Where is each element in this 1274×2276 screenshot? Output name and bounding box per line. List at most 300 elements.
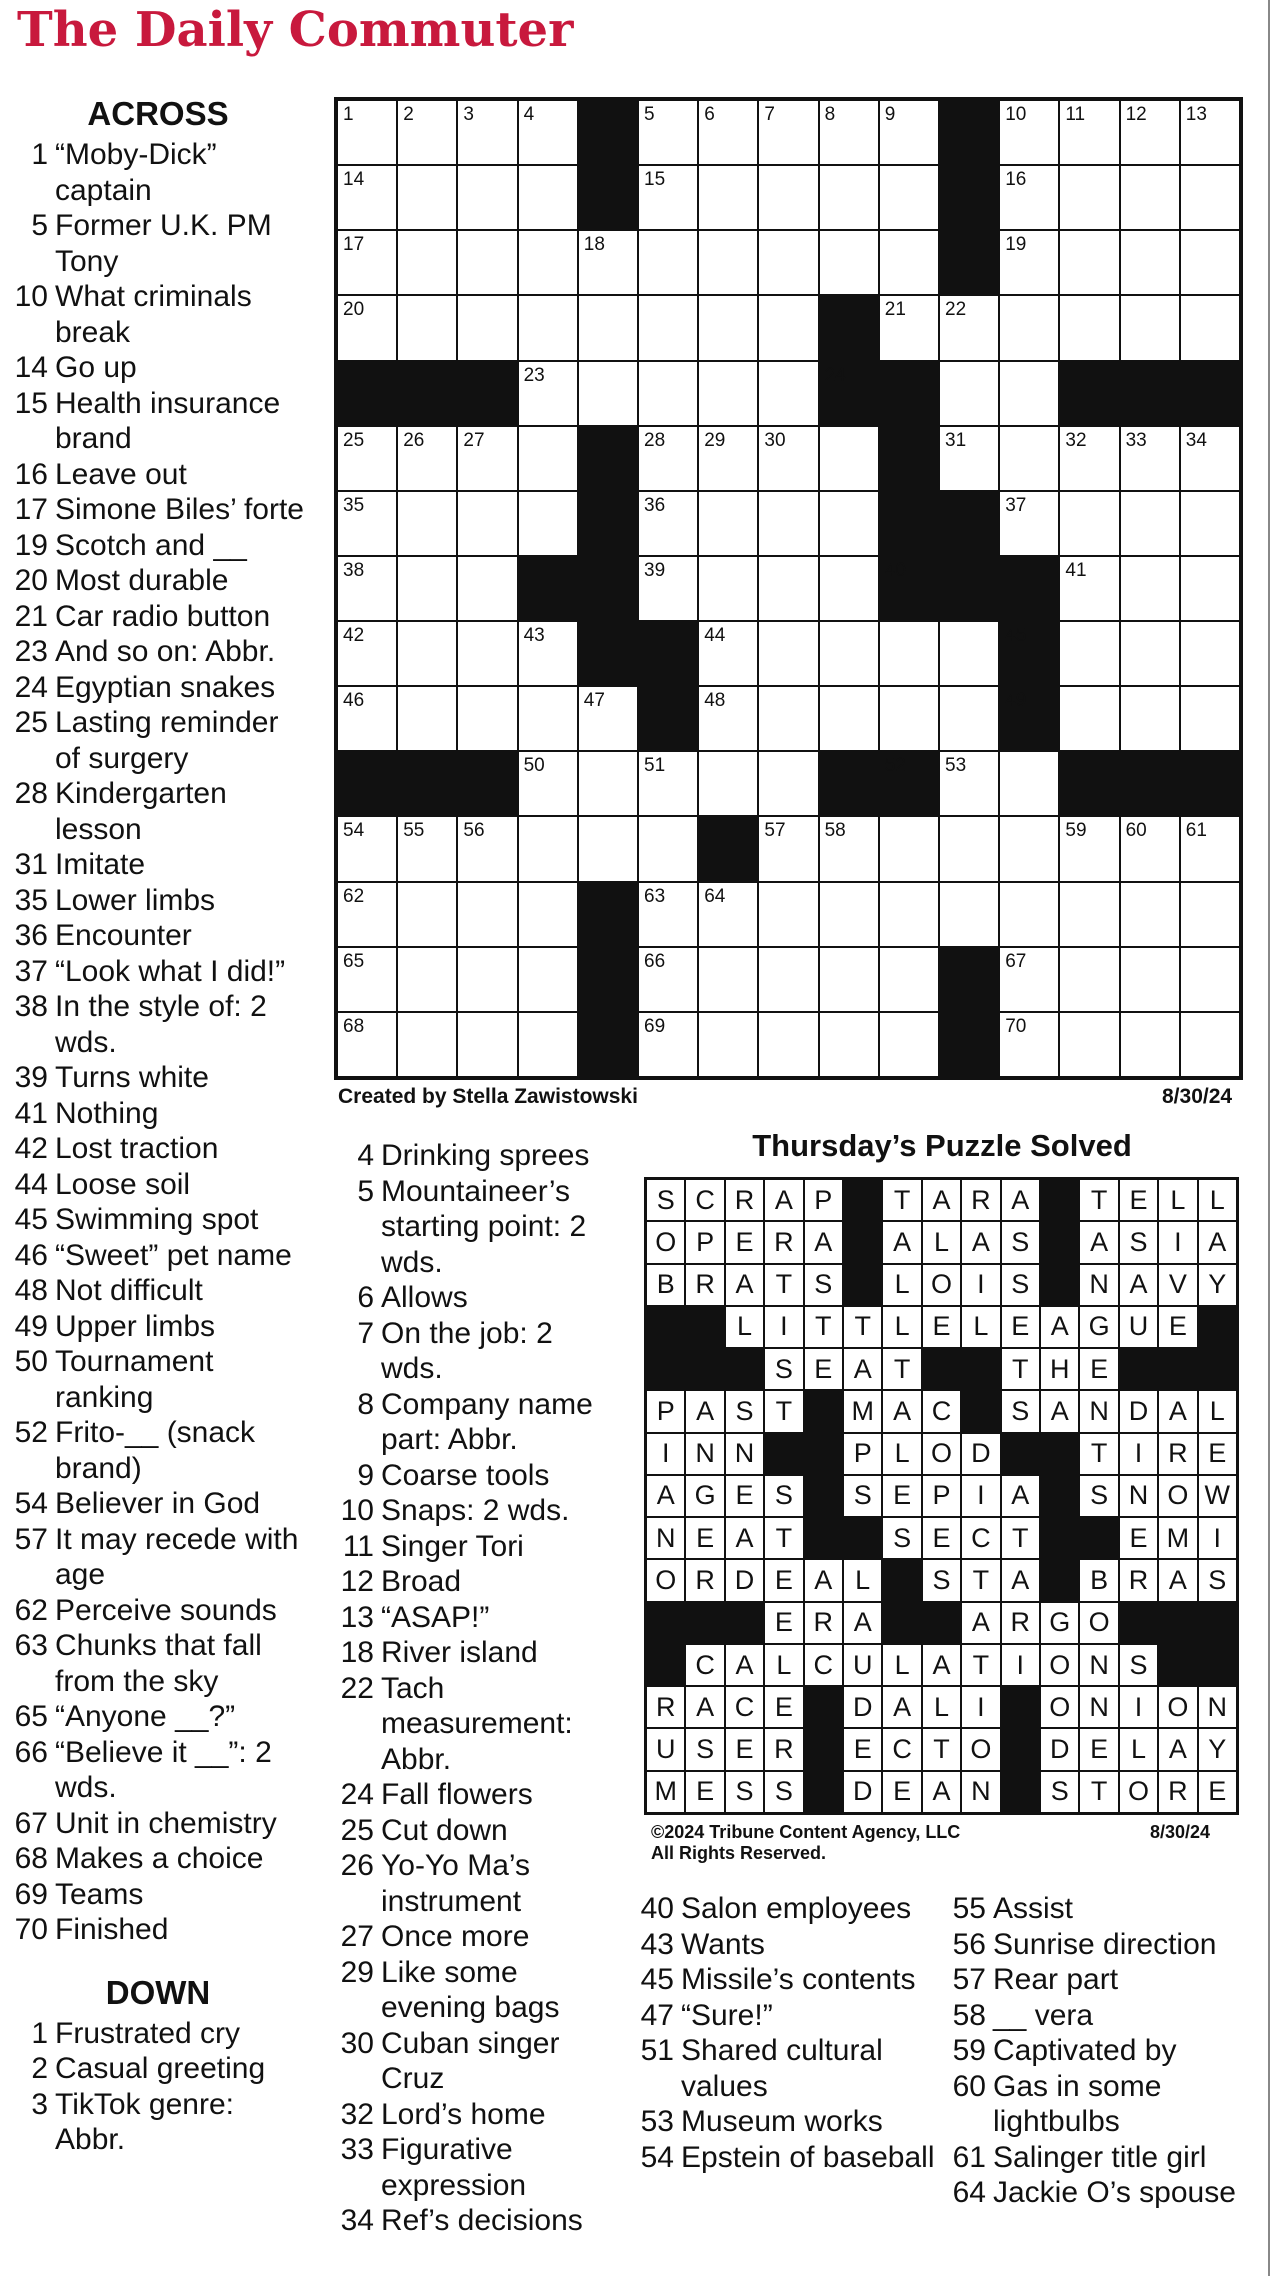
- solution-letter: R: [765, 1729, 802, 1769]
- clue-number: 5: [31, 209, 48, 242]
- solution-black-square: [844, 1222, 881, 1262]
- solution-letter: O: [1120, 1772, 1157, 1812]
- clue: [334, 1600, 606, 1636]
- solution-grid: [644, 1177, 1239, 1815]
- clue: [8, 1841, 308, 1877]
- solution-title: Thursday’s Puzzle Solved: [752, 1128, 1132, 1163]
- clue-text: River island: [381, 1636, 538, 1669]
- solution-letter: S: [726, 1772, 763, 1812]
- grid-cell: [880, 296, 938, 359]
- clue: [8, 634, 308, 670]
- clue-text: It may recede with age: [55, 1522, 299, 1591]
- solution-black-square: [1002, 1729, 1039, 1769]
- clue-number: 62: [14, 1593, 48, 1627]
- cell-number: 70: [1005, 1015, 1027, 1037]
- solution-letter: B: [1080, 1560, 1117, 1600]
- clue: [8, 528, 308, 564]
- grid-cell: [699, 883, 757, 946]
- clue-number: 30: [340, 2026, 374, 2060]
- grid-cell: [1181, 622, 1239, 685]
- solution-letter: C: [805, 1645, 842, 1685]
- solution-letter: S: [765, 1772, 802, 1812]
- clue-number: 23: [14, 635, 48, 668]
- clue-text: Upper limbs: [55, 1309, 216, 1343]
- grid-cell: [1000, 883, 1058, 946]
- clue-text: Wants: [681, 1927, 765, 1961]
- black-square: [579, 101, 637, 164]
- clue-number: 57: [952, 1963, 986, 1996]
- solution-letter: N: [686, 1434, 723, 1474]
- solution-black-square: [647, 1645, 684, 1685]
- clue-text: Shared cultural values: [681, 2034, 883, 2103]
- solution-letter: E: [923, 1307, 960, 1347]
- clue-text: Missile’s contents: [681, 1963, 916, 1996]
- grid-cell: [880, 622, 938, 685]
- black-square: [398, 752, 456, 815]
- grid-cell: [880, 687, 938, 750]
- clue-number: 45: [640, 1963, 674, 1996]
- solution-black-square: [647, 1307, 684, 1347]
- clue: [946, 2140, 1266, 2176]
- clue-text: Frito-__ (snack brand): [55, 1416, 256, 1485]
- solution-letter: T: [844, 1307, 881, 1347]
- grid-cell: [1060, 166, 1118, 229]
- solution-black-square: [686, 1603, 723, 1643]
- clue-text: Broad: [381, 1565, 462, 1598]
- clue: [334, 1174, 606, 1281]
- clue: [8, 137, 308, 208]
- grid-cell: [639, 231, 697, 294]
- grid-cell: [699, 296, 757, 359]
- solution-letter: I: [1120, 1434, 1157, 1474]
- clue-text: __ vera: [993, 1998, 1094, 2032]
- grid-cell: [1060, 101, 1118, 164]
- cell-number: 44: [704, 625, 726, 647]
- clue: [8, 1486, 308, 1522]
- clue-number: 28: [14, 777, 48, 810]
- grid-cell: [820, 231, 878, 294]
- clue-number: 12: [340, 1565, 374, 1598]
- solution-letter: D: [1041, 1729, 1078, 1769]
- clue: [634, 1891, 944, 1927]
- cell-number: 28: [644, 429, 666, 451]
- clue: [8, 1202, 308, 1238]
- clue: [334, 1458, 606, 1494]
- grid-cell: [1121, 296, 1179, 359]
- clue-text: “Anyone __?”: [55, 1700, 236, 1733]
- grid-cell: [519, 101, 577, 164]
- clue-text: Nothing: [55, 1096, 159, 1130]
- solution-letter: S: [805, 1265, 842, 1305]
- clue-text: Captivated by: [993, 2034, 1177, 2067]
- grid-cell: [579, 231, 637, 294]
- solution-letter: O: [1080, 1603, 1117, 1643]
- solution-letter: E: [726, 1729, 763, 1769]
- solution-letter: R: [686, 1560, 723, 1600]
- clue-text: “ASAP!”: [381, 1600, 490, 1634]
- clue-number: 9: [357, 1458, 374, 1492]
- clue-number: 2: [31, 2052, 48, 2085]
- solution-letter: L: [883, 1307, 920, 1347]
- clue-number: 37: [14, 954, 48, 988]
- solution-black-square: [1002, 1772, 1039, 1812]
- solution-letter: S: [1199, 1560, 1236, 1600]
- grid-cell: [639, 101, 697, 164]
- clue-text: Salon employees: [681, 1892, 912, 1925]
- black-square: [940, 557, 998, 620]
- solution-letter: D: [726, 1560, 763, 1600]
- clue-text: “Look what I did!”: [55, 954, 286, 988]
- grid-cell: [639, 817, 697, 880]
- solution-letter: C: [686, 1645, 723, 1685]
- clue: [8, 883, 308, 919]
- cell-number: 61: [1185, 820, 1207, 842]
- grid-cell: [880, 948, 938, 1011]
- solution-black-square: [1159, 1349, 1196, 1389]
- clue: [8, 599, 308, 635]
- solution-letter: A: [844, 1603, 881, 1643]
- black-square: [639, 622, 697, 685]
- grid-cell: [1121, 166, 1179, 229]
- grid-cell: [519, 166, 577, 229]
- clue: [8, 386, 308, 457]
- solution-letter: N: [1120, 1476, 1157, 1516]
- across-clues: [8, 95, 308, 2158]
- cell-number: 13: [1185, 104, 1207, 125]
- grid-cell: [338, 1013, 396, 1076]
- grid-cell: [1060, 883, 1118, 946]
- solution-letter: A: [962, 1603, 999, 1643]
- solution-black-square: [805, 1772, 842, 1812]
- grid-cell: [1121, 1013, 1179, 1076]
- clue-number: 38: [14, 990, 48, 1023]
- solution-letter: L: [923, 1222, 960, 1262]
- clue-number: 18: [340, 1636, 374, 1669]
- solution-black-square: [1041, 1180, 1078, 1220]
- clue-text: Frustrated cry: [55, 2016, 241, 2050]
- grid-cell: [1000, 101, 1058, 164]
- solution-black-square: [647, 1603, 684, 1643]
- grid-cell: [338, 101, 396, 164]
- cell-number: 35: [343, 494, 365, 516]
- grid-cell: [519, 752, 577, 815]
- solution-black-square: [1041, 1476, 1078, 1516]
- clue-text: Lord’s home: [381, 2097, 546, 2131]
- grid-cell: [338, 557, 396, 620]
- solution-letter: U: [1120, 1307, 1157, 1347]
- grid-cell: [519, 231, 577, 294]
- clue: [8, 279, 308, 350]
- clue: [8, 1273, 308, 1309]
- solution-letter: E: [765, 1603, 802, 1643]
- clue: [946, 1927, 1266, 1963]
- solution-letter: A: [962, 1222, 999, 1262]
- grid-cell: [1181, 492, 1239, 555]
- solution-letter: T: [1080, 1772, 1117, 1812]
- grid-cell: [519, 883, 577, 946]
- clue-number: 52: [14, 1416, 48, 1449]
- cell-number: 27: [463, 429, 485, 451]
- grid-cell: [1181, 166, 1239, 229]
- cell-number: 42: [343, 625, 365, 647]
- grid-cell: [880, 101, 938, 164]
- grid-cell: [1121, 817, 1179, 880]
- grid-cell: [880, 817, 938, 880]
- black-square: [880, 362, 938, 425]
- grid-cell: [759, 752, 817, 815]
- clue-text: Tach measurement: Abbr.: [381, 1671, 573, 1776]
- clue-text: In the style of: 2 wds.: [55, 990, 267, 1059]
- solution-letter: S: [844, 1476, 881, 1516]
- solution-letter: P: [923, 1476, 960, 1516]
- grid-cell: [1121, 622, 1179, 685]
- clue: [8, 2087, 308, 2158]
- black-square: [579, 948, 637, 1011]
- grid-cell: [820, 557, 878, 620]
- solution-letter: P: [805, 1180, 842, 1220]
- solution-letter: R: [765, 1222, 802, 1262]
- clue-number: 21: [14, 599, 48, 633]
- cell-number: 64: [704, 885, 726, 907]
- solution-black-square: [1002, 1687, 1039, 1727]
- clue: [8, 954, 308, 990]
- clue: [334, 1529, 606, 1565]
- solution-letter: L: [1159, 1180, 1196, 1220]
- clue-text: Cut down: [381, 1813, 508, 1847]
- grid-cell: [1121, 492, 1179, 555]
- solution-black-square: [1002, 1434, 1039, 1474]
- clue: [634, 2033, 944, 2104]
- grid-cell: [398, 231, 456, 294]
- solution-black-square: [1080, 1518, 1117, 1558]
- clue: [8, 989, 308, 1060]
- solution-letter: T: [883, 1349, 920, 1389]
- clue: [8, 918, 308, 954]
- solution-letter: T: [765, 1518, 802, 1558]
- clue-text: Once more: [381, 1920, 530, 1953]
- cell-number: 41: [1065, 559, 1087, 581]
- cell-number: 14: [343, 169, 365, 191]
- clue: [334, 1138, 606, 1174]
- clue: [946, 1891, 1266, 1927]
- solution-letter: A: [686, 1391, 723, 1431]
- grid-cell: [820, 101, 878, 164]
- solution-black-square: [923, 1603, 960, 1643]
- clue-number: 42: [14, 1132, 48, 1165]
- cell-number: 65: [343, 950, 365, 972]
- clue-text: “Sure!”: [681, 1998, 773, 2032]
- clue: [8, 1096, 308, 1132]
- clue-number: 65: [14, 1700, 48, 1733]
- grid-cell: [1000, 166, 1058, 229]
- clue: [334, 1919, 606, 1955]
- black-square: [699, 817, 757, 880]
- grid-cell: [820, 492, 878, 555]
- cell-number: 15: [644, 169, 666, 191]
- cell-number: 36: [644, 494, 666, 516]
- cell-number: 26: [403, 429, 425, 451]
- cell-number: 50: [523, 755, 545, 777]
- black-square: [880, 557, 938, 620]
- grid-cell: [759, 817, 817, 880]
- clue-number: 33: [340, 2133, 374, 2166]
- grid-cell: [1060, 296, 1118, 359]
- clue-text: Believer in God: [55, 1487, 261, 1520]
- grid-cell: [940, 362, 998, 425]
- solution-letter: O: [962, 1729, 999, 1769]
- solution-letter: I: [962, 1265, 999, 1305]
- cell-number: 31: [945, 429, 967, 451]
- cell-number: 25: [343, 429, 365, 451]
- grid-cell: [639, 883, 697, 946]
- grid-cell: [1000, 492, 1058, 555]
- clue-number: 11: [342, 1529, 374, 1563]
- solution-letter: L: [726, 1307, 763, 1347]
- grid-cell: [820, 622, 878, 685]
- cell-number: 12: [1125, 104, 1147, 125]
- solution-letter: O: [647, 1560, 684, 1600]
- clue: [8, 670, 308, 706]
- clue-number: 26: [340, 1849, 374, 1882]
- clue: [8, 492, 308, 528]
- black-square: [940, 101, 998, 164]
- grid-cell: [759, 1013, 817, 1076]
- clue-number: 27: [340, 1920, 374, 1953]
- clue-text: Company name part: Abbr.: [381, 1387, 593, 1456]
- clue-number: 54: [14, 1487, 48, 1520]
- clue-text: On the job: 2 wds.: [381, 1316, 553, 1385]
- cell-number: 7: [764, 104, 775, 125]
- solution-black-square: [805, 1476, 842, 1516]
- grid-cell: [1121, 948, 1179, 1011]
- solution-letter: G: [686, 1476, 723, 1516]
- solution-letter: A: [726, 1518, 763, 1558]
- solution-black-square: [1159, 1645, 1196, 1685]
- solution-black-square: [805, 1391, 842, 1431]
- clue-number: 70: [14, 1913, 48, 1946]
- clue: [334, 1316, 606, 1387]
- grid-cell: [880, 883, 938, 946]
- grid-cell: [820, 1013, 878, 1076]
- black-square: [1121, 362, 1179, 425]
- solution-black-square: [1199, 1307, 1236, 1347]
- clue-number: 25: [340, 1813, 374, 1847]
- clue-number: 56: [952, 1927, 986, 1961]
- black-square: [1000, 557, 1058, 620]
- clue: [8, 1522, 308, 1593]
- solution-letter: I: [647, 1434, 684, 1474]
- grid-cell: [1181, 427, 1239, 490]
- solution-black-square: [1041, 1265, 1078, 1305]
- cell-number: 58: [824, 820, 846, 842]
- solution-letter: E: [686, 1518, 723, 1558]
- copyright: [651, 1822, 960, 1864]
- grid-cell: [820, 948, 878, 1011]
- clue: [634, 1962, 944, 1998]
- solution-letter: E: [1080, 1729, 1117, 1769]
- solution-letter: S: [1041, 1772, 1078, 1812]
- solution-letter: E: [686, 1772, 723, 1812]
- grid-cell: [1121, 883, 1179, 946]
- clue-number: 13: [340, 1600, 374, 1634]
- solution-black-square: [844, 1265, 881, 1305]
- clue-number: 7: [357, 1316, 374, 1350]
- cell-number: 45: [1005, 625, 1027, 647]
- clue: [334, 1280, 606, 1316]
- solution-letter: L: [962, 1307, 999, 1347]
- cell-number: 4: [523, 104, 535, 125]
- black-square: [1060, 362, 1118, 425]
- grid-cell: [1060, 427, 1118, 490]
- cell-number: 60: [1125, 820, 1147, 842]
- grid-cell: [759, 166, 817, 229]
- grid-cell: [398, 622, 456, 685]
- clue-text: Perceive sounds: [55, 1593, 277, 1627]
- solution-letter: L: [1120, 1729, 1157, 1769]
- solution-letter: L: [1199, 1391, 1236, 1431]
- clue-text: Ref’s decisions: [381, 2204, 583, 2237]
- grid-cell: [940, 817, 998, 880]
- clue-text: Loose soil: [55, 1167, 191, 1201]
- solution-letter: S: [883, 1518, 920, 1558]
- grid-cell: [458, 427, 516, 490]
- clue-text: Casual greeting: [55, 2052, 266, 2085]
- black-square: [1000, 622, 1058, 685]
- clue: [334, 2132, 606, 2203]
- grid-cell: [1060, 557, 1118, 620]
- black-square: [579, 427, 637, 490]
- grid-cell: [940, 427, 998, 490]
- clue: [8, 1628, 308, 1699]
- cell-number: 62: [343, 885, 365, 907]
- grid-cell: [1181, 296, 1239, 359]
- solution-letter: L: [844, 1560, 881, 1600]
- down-header: DOWN: [105, 1973, 211, 2011]
- rights-line: All Rights Reserved.: [651, 1843, 827, 1863]
- clue: [634, 2140, 944, 2176]
- clue-text: Lower limbs: [55, 883, 216, 917]
- solution-black-square: [1199, 1349, 1236, 1389]
- clue: [8, 457, 308, 493]
- solution-letter: E: [1120, 1180, 1157, 1220]
- grid-cell: [579, 752, 637, 815]
- solution-letter: O: [1041, 1687, 1078, 1727]
- clue-text: “Believe it __”: 2 wds.: [55, 1735, 272, 1804]
- grid-cell: [519, 362, 577, 425]
- clue-text: Car radio button: [55, 599, 271, 633]
- solution-letter: S: [1120, 1645, 1157, 1685]
- black-square: [579, 1013, 637, 1076]
- clue-number: 36: [14, 919, 48, 952]
- solution-letter: R: [1159, 1434, 1196, 1474]
- grid-cell: [639, 557, 697, 620]
- solution-letter: D: [1120, 1391, 1157, 1431]
- clue: [946, 1998, 1266, 2034]
- solution-letter: S: [726, 1391, 763, 1431]
- clue: [634, 1998, 944, 2034]
- solution-letter: Y: [1199, 1729, 1236, 1769]
- grid-cell: [940, 296, 998, 359]
- black-square: [1000, 687, 1058, 750]
- clue-text: Tournament ranking: [55, 1345, 214, 1414]
- grid-cell: [639, 492, 697, 555]
- grid-cell: [759, 557, 817, 620]
- solution-letter: O: [1159, 1687, 1196, 1727]
- grid-cell: [1121, 557, 1179, 620]
- clue-number: 44: [14, 1167, 48, 1201]
- solution-letter: A: [1041, 1307, 1078, 1347]
- black-square: [639, 687, 697, 750]
